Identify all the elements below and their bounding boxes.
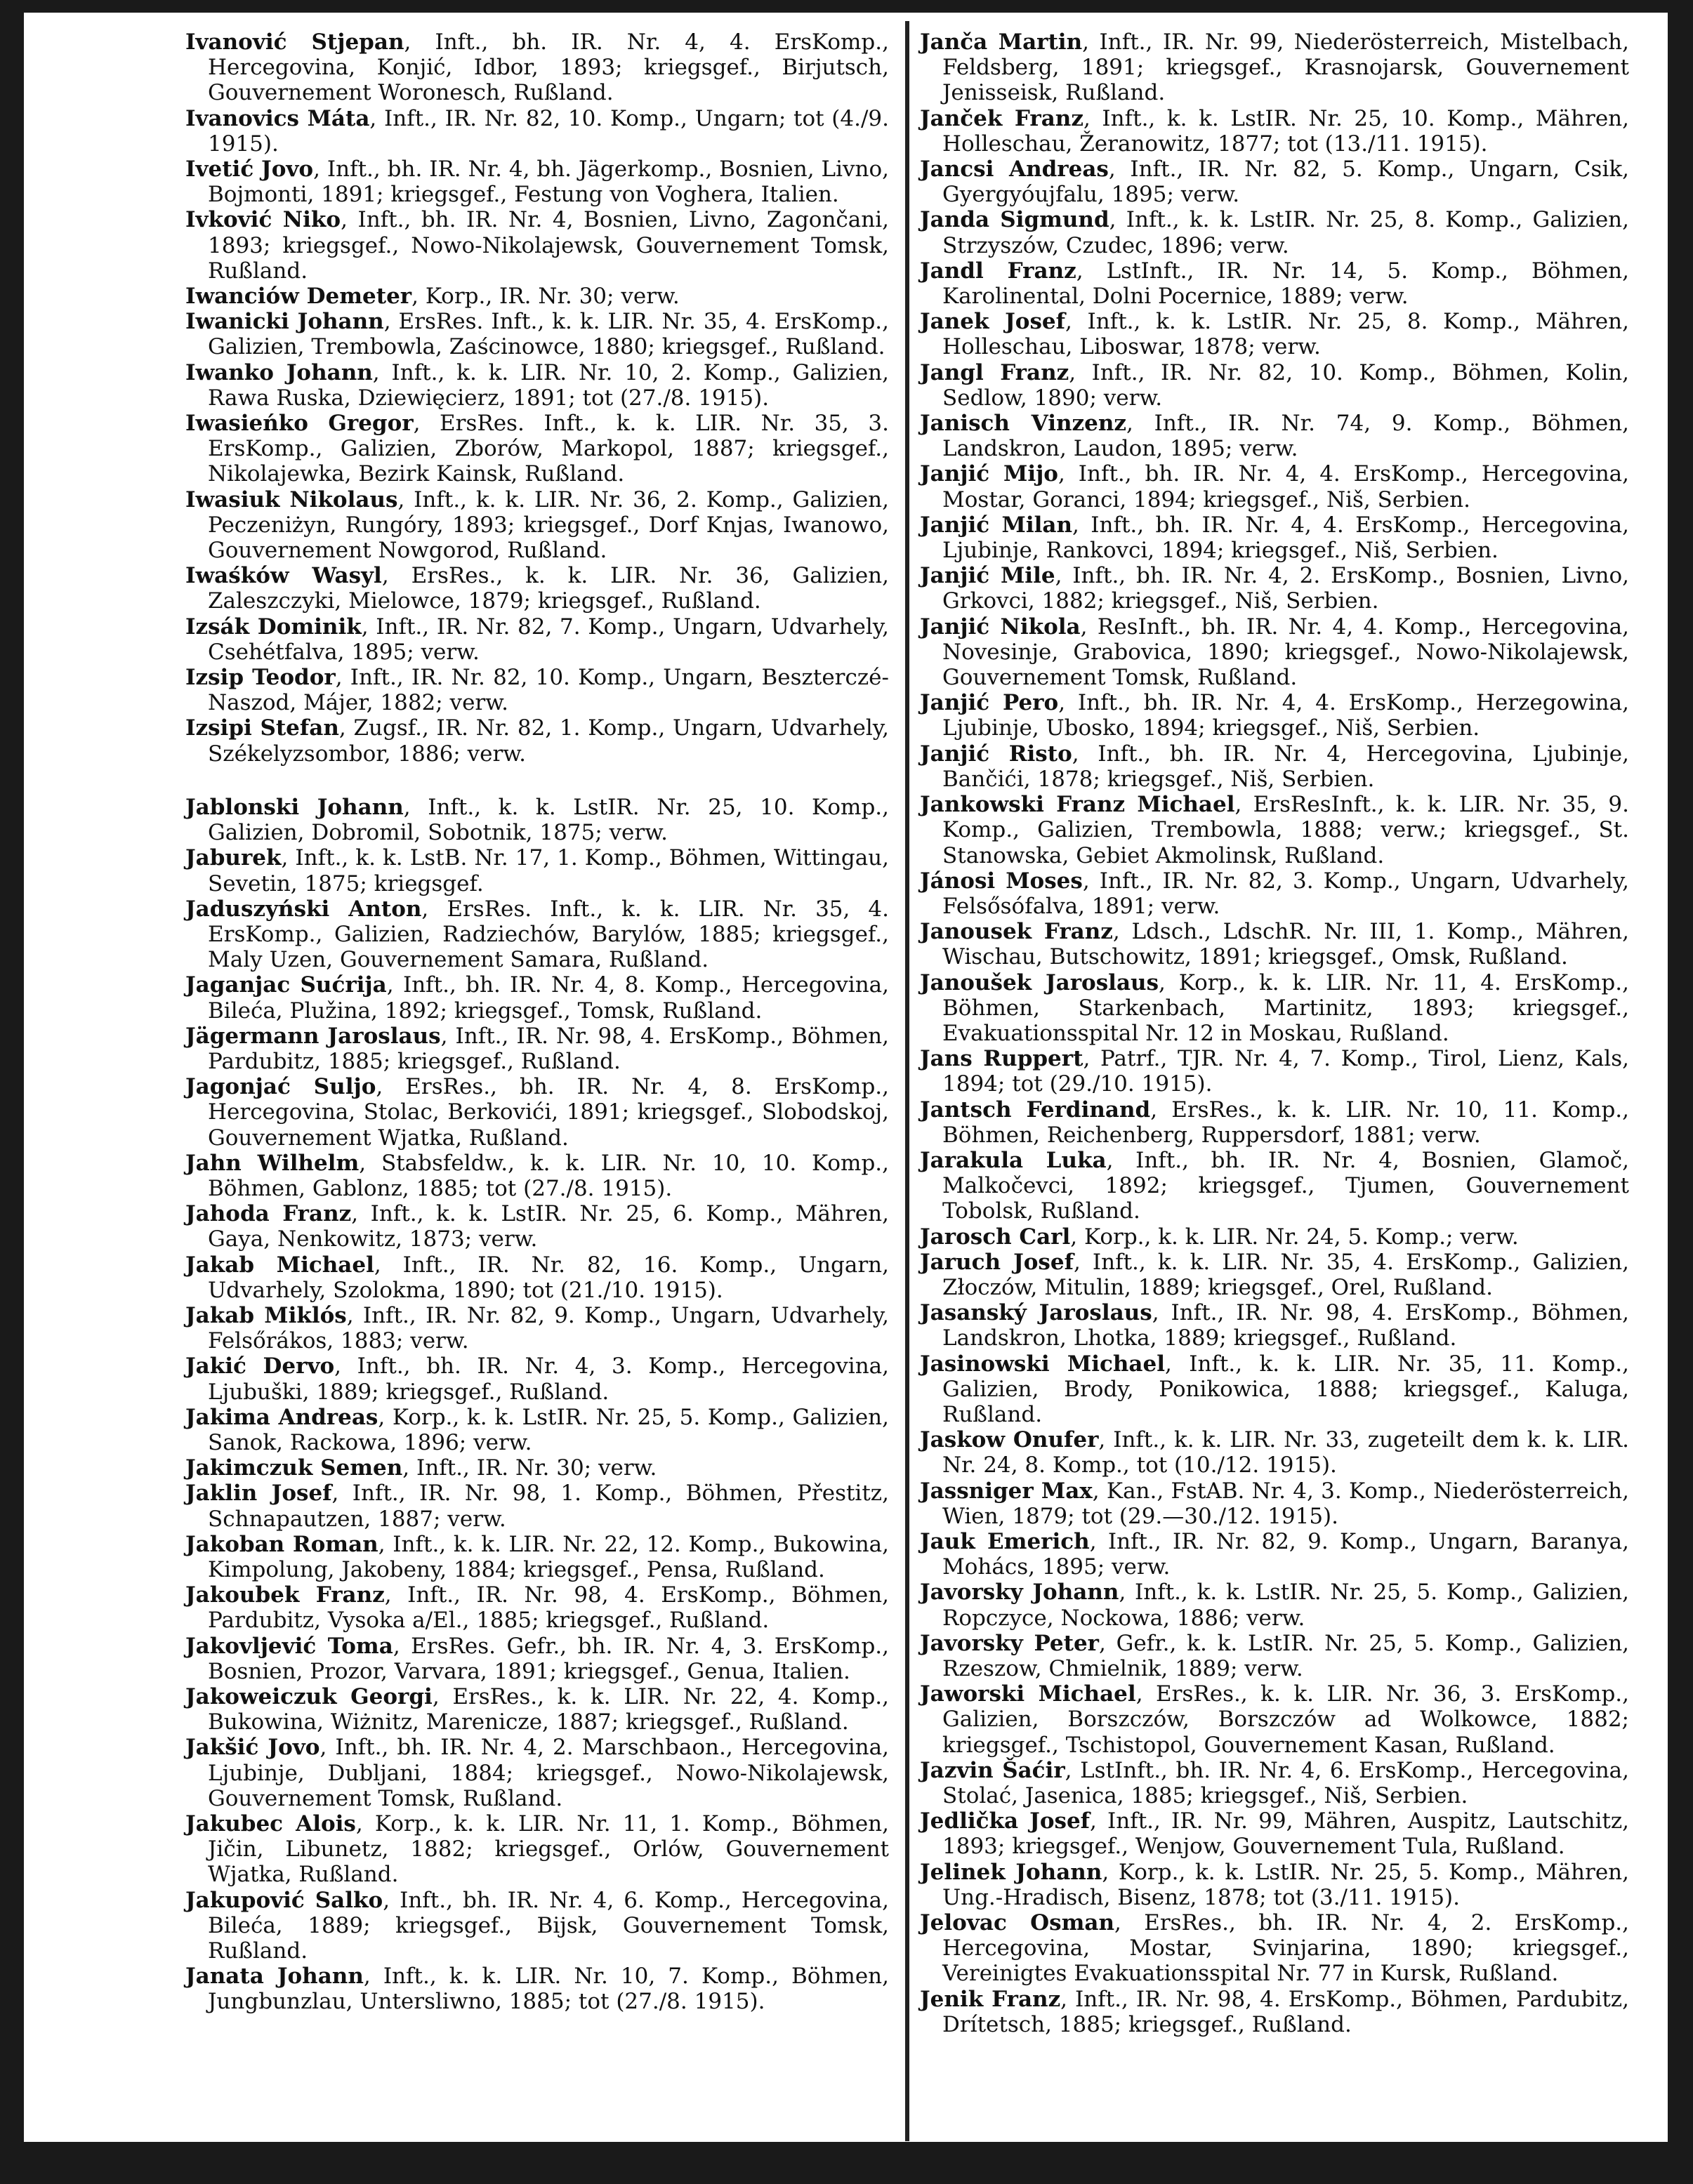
list-entry (185, 1964, 889, 2014)
entry-details: , Inft., bh. IR. Nr. 4, Hercegovina, Ljubinje, Bančići, 1878; kriegsgef., Niš, Serbien. (942, 741, 1629, 792)
entry-name: Jaskow Onufer (920, 1427, 1099, 1453)
list-entry (920, 1808, 1629, 1859)
entry-name: Jauk Emerich (920, 1528, 1090, 1554)
scan-border-top (0, 0, 1693, 13)
entry-details: , Korp., k. k. LstIR. Nr. 25, 5. Komp., Galizien, Sanok, Rackowa, 1896; verw. (208, 1404, 889, 1455)
list-entry (185, 1684, 889, 1735)
entry-details: , LstInft., bh. IR. Nr. 4, 6. ErsKomp., Hercegovina, Stolać, Jasenica, 1885; kriegsgef., Niš, Serbien. (942, 1757, 1630, 1809)
entry-details: , Inft., bh. IR. Nr. 4, bh. Jägerkomp., Bosnien, Livno, Bojmonti, 1891; kriegsgef., Festung von Voghera, Italien. (208, 157, 889, 208)
entry-name: Izsák Dominik (185, 614, 362, 640)
entry-details: , Inft., IR. Nr. 82, 9. Komp., Ungarn, Baranya, Mohács, 1895; verw. (942, 1528, 1629, 1580)
entry-details: , Inft., bh. IR. Nr. 4, Bosnien, Glamoč, Malkočevci, 1892; kriegsgef., Tjumen, Gouvernement Tobolsk, Rußland. (942, 1147, 1630, 1224)
list-entry (920, 1758, 1629, 1808)
entry-name: Javorsky Johann (920, 1580, 1119, 1606)
entry-name: Janoušek Jaroslaus (920, 969, 1159, 995)
list-entry (920, 919, 1629, 969)
entry-details: , Inft., bh. IR. Nr. 4, Bosnien, Livno, Zagončani, 1893; kriegsgef., Nowo-Nikolajewsk, Gouvernement Tomsk, Rußland. (208, 207, 890, 284)
entry-details: , Kan., FstAB. Nr. 4, 3. Komp., Niederösterreich, Wien, 1879; tot (29.—30./12. 1915). (942, 1478, 1629, 1529)
entry-details: , Inft., IR. Nr. 82, 9. Komp., Ungarn, Udvarhely, Felsőrákos, 1883; verw. (208, 1302, 889, 1354)
entry-details: , Inft., IR. Nr. 98, 4. ErsKomp., Böhmen, Pardubitz, 1885; kriegsgef., Rußland. (208, 1023, 889, 1074)
entry-details: , Inft., bh. IR. Nr. 4, 3. Komp., Hercegovina, Ljubuški, 1889; kriegsgef., Rußland. (208, 1354, 889, 1405)
entry-name: Janjić Mile (920, 563, 1055, 589)
entry-details: , Inft., k. k. LIR. Nr. 10, 7. Komp., Böhmen, Jungbunzlau, Untersliwno, 1885; tot (27./8. 1915). (208, 1964, 889, 2015)
entry-details: , Inft., IR. Nr. 74, 9. Komp., Böhmen, Landskron, Laudon, 1895; verw. (942, 411, 1629, 462)
column-divider (905, 21, 909, 2141)
entry-details: , Inft., k. k. LstIR. Nr. 25, 10. Komp., Galizien, Dobromil, Sobotnik, 1875; verw. (208, 794, 889, 846)
entry-details: , Inft., bh. IR. Nr. 4, 2. ErsKomp., Bosnien, Livno, Grkovci, 1882; kriegsgef., Niš, Serbien. (942, 563, 1630, 614)
entry-name: Jancsi Andreas (920, 157, 1109, 183)
entry-details: , Inft., bh. IR. Nr. 4, 4. ErsKomp., Hercegovina, Mostar, Goranci, 1894; kriegsgef., Niš, Serbien. (942, 461, 1630, 512)
entry-name: Janisch Vinzenz (920, 411, 1126, 437)
list-entry (920, 741, 1629, 792)
list-entry (920, 1351, 1629, 1428)
entry-details: , Inft., k. k. LstIR. Nr. 25, 5. Komp., Galizien, Ropczyce, Nockowa, 1886; verw. (942, 1580, 1629, 1631)
entry-details: , ErsResInft., k. k. LIR. Nr. 35, 9. Komp., Galizien, Trembowla, 1888; verw.; kriegsgef., St. Stanowska, Gebiet Akmolinsk, Rußland. (942, 792, 1630, 868)
list-entry (185, 896, 889, 973)
list-entry (185, 1455, 889, 1481)
scan-border-right (1668, 0, 1693, 2184)
list-entry (185, 1888, 889, 1964)
entry-details: , Inft., k. k. LstIR. Nr. 25, 8. Komp., Galizien, Strzyszów, Czudec, 1896; verw. (942, 207, 1629, 258)
list-entry (920, 461, 1629, 512)
entry-name: Jelinek Johann (920, 1859, 1102, 1885)
list-entry (920, 1580, 1629, 1630)
entry-details: , Korp., k. k. LIR. Nr. 11, 1. Komp., Böhmen, Jičin, Libunetz, 1882; kriegsgef., Orlów, Gouvernement Wjatka, Rußland. (208, 1811, 890, 1888)
entry-details: , Inft., IR. Nr. 82, 7. Komp., Ungarn, Udvarhely, Csehétfalva, 1895; verw. (208, 614, 889, 665)
entry-details: , Inft., IR. Nr. 98, 4. ErsKomp., Böhmen, Pardubitz, Drítetsch, 1885; kriegsgef., Rußland. (942, 1986, 1629, 2037)
entry-name: Jarosch Carl (920, 1224, 1071, 1250)
entry-name: Jakupović Salko (185, 1887, 383, 1913)
entry-details: , Inft., k. k. LIR. Nr. 10, 2. Komp., Galizien, Rawa Ruska, Dziewięcierz, 1891; tot (27./8. 1915). (208, 359, 890, 411)
scan-border-left (0, 0, 24, 2184)
list-entry (185, 106, 889, 157)
entry-details: , Inft., IR. Nr. 82, 10. Komp., Ungarn, Beszterczé-Naszod, Májer, 1882; verw. (208, 665, 889, 716)
entry-details: , Inft., k. k. LIR. Nr. 35, 11. Komp., Galizien, Brody, Ponikowica, 1888; kriegsgef., Kaluga, Rußland. (942, 1351, 1629, 1427)
right-column (920, 29, 1629, 2037)
list-entry (185, 715, 889, 766)
list-entry (920, 411, 1629, 461)
entry-details: , Inft., k. k. LIR. Nr. 33, zugeteilt dem k. k. LIR. Nr. 24, 8. Komp., tot (10./12. 1915). (942, 1427, 1629, 1478)
entry-details: , Inft., IR. Nr. 98, 4. ErsKomp., Böhmen, Landskron, Lhotka, 1889; kriegsgef., Rußland. (942, 1300, 1629, 1351)
entry-name: Jablonski Johann (185, 794, 404, 820)
entry-details: , ErsRes. Inft., k. k. LIR. Nr. 35, 3. ErsKomp., Galizien, Zborów, Markopol, 1887; kriegsgef., Nikolajewka, Bezirk Kainsk, Rußland. (208, 411, 889, 487)
entry-details: , Inft., k. k. LIR. Nr. 35, 4. ErsKomp., Galizien, Złoczów, Mitulin, 1889; kriegsgef., Orel, Rußland. (942, 1249, 1630, 1300)
entry-details: , ErsRes., k. k. LIR. Nr. 22, 4. Komp., Bukowina, Wiżnitz, Marenicze, 1887; kriegsgef., Rußland. (208, 1684, 890, 1735)
entry-details: , Inft., k. k. LstB. Nr. 17, 1. Komp., Böhmen, Wittingau, Sevetin, 1875; kriegsgef. (208, 845, 889, 896)
list-entry (920, 690, 1629, 741)
entry-name: Jaburek (185, 845, 282, 871)
entry-name: Jaganjac Sućrija (185, 972, 387, 998)
entry-details: , ErsRes., bh. IR. Nr. 4, 8. ErsKomp., Hercegovina, Stolac, Berkovići, 1891; kriegsgef., Slobodskoj, Gouvernement Wjatka, Rußland. (208, 1074, 890, 1151)
entry-details: , Inft., bh. IR. Nr. 4, 8. Komp., Hercegovina, Bileća, Plužina, 1892; kriegsgef., Tomsk, Rußland. (208, 972, 889, 1024)
entry-name: Jánosi Moses (920, 868, 1083, 894)
entry-name: Iwaśków Wasyl (185, 563, 382, 589)
entry-name: Janjić Mijo (920, 461, 1058, 487)
entry-details: , Inft., IR. Nr. 82, 5. Komp., Ungarn, Csik, Gyergyóujfalu, 1895; verw. (942, 157, 1629, 208)
entry-details: , ErsRes. Gefr., bh. IR. Nr. 4, 3. ErsKomp., Bosnien, Prozor, Varvara, 1891; kriegsgef., Genua, Italien. (208, 1633, 889, 1684)
entry-name: Jakubec Alois (185, 1811, 356, 1837)
list-entry (920, 309, 1629, 359)
list-entry (920, 258, 1629, 309)
entry-name: Jelovac Osman (920, 1910, 1115, 1936)
list-entry (185, 1405, 889, 1455)
entry-name: Jakima Andreas (185, 1404, 378, 1430)
entry-name: Jakoweiczuk Georgi (185, 1684, 433, 1709)
list-entry (920, 563, 1629, 614)
scan-border-bottom (0, 2142, 1693, 2184)
list-entry (920, 792, 1629, 868)
entry-name: Izsipi Stefan (185, 715, 339, 741)
left-column (185, 29, 889, 2015)
list-entry (185, 360, 889, 411)
list-entry (920, 1097, 1629, 1148)
list-entry (185, 411, 889, 487)
list-entry (920, 614, 1629, 691)
list-entry (920, 1427, 1629, 1478)
list-entry (185, 487, 889, 564)
list-entry (185, 1532, 889, 1582)
entry-details: , Inft., IR. Nr. 98, 4. ErsKomp., Böhmen, Pardubitz, Vysoka a/El., 1885; kriegsgef., Rußland. (208, 1582, 889, 1634)
entry-details: , ErsRes., k. k. LIR. Nr. 36, Galizien, Zaleszczyki, Mielowce, 1879; kriegsgef., Rußland. (208, 563, 889, 614)
list-entry (920, 106, 1629, 157)
entry-name: Iwanicki Johann (185, 309, 384, 335)
entry-details: , ErsRes. Inft., k. k. LIR. Nr. 35, 4. ErsKomp., Galizien, Radziechów, Barylów, 1885; kriegsgef., Maly Uzen, Gouvernement Samara, Rußland. (208, 896, 890, 973)
list-entry (185, 1481, 889, 1531)
entry-name: Iwanciów Demeter (185, 284, 412, 310)
list-entry (920, 1910, 1629, 1987)
entry-name: Jasanský Jaroslaus (920, 1300, 1152, 1326)
entry-name: Jakoubek Franz (185, 1582, 385, 1608)
entry-details: , Inft., bh. IR. Nr. 4, 4. ErsKomp., Herzegowina, Ljubinje, Ubosko, 1894; kriegsgef., Niš, Serbien. (942, 690, 1629, 741)
list-entry (185, 1303, 889, 1354)
list-entry (185, 972, 889, 1023)
entry-details: , ErsRes., bh. IR. Nr. 4, 2. ErsKomp., Hercegovina, Mostar, Svinjarina, 1890; kriegsgef., Vereinigtes Evakuationsspital Nr. 77 in Kursk, Rußland. (942, 1910, 1630, 1987)
entry-name: Jaruch Josef (920, 1249, 1074, 1275)
list-entry (920, 29, 1629, 106)
list-entry (185, 29, 889, 106)
list-entry (920, 1250, 1629, 1300)
entry-name: Jakimczuk Semen (185, 1455, 403, 1481)
list-entry (185, 1252, 889, 1303)
entry-name: Janata Johann (185, 1964, 364, 1990)
list-entry (920, 868, 1629, 919)
entry-name: Janča Martin (920, 29, 1083, 55)
list-entry (185, 563, 889, 614)
entry-name: Janjić Nikola (920, 614, 1081, 640)
entry-name: Ivetić Jovo (185, 157, 314, 183)
entry-name: Jenik Franz (920, 1986, 1061, 2012)
list-entry (920, 1631, 1629, 1681)
entry-name: Jazvin Šaćir (920, 1757, 1065, 1783)
list-entry (920, 1529, 1629, 1580)
list-entry (185, 1634, 889, 1684)
list-entry (185, 1201, 889, 1252)
list-entry (920, 1987, 1629, 2037)
list-entry (185, 845, 889, 896)
entry-details: , LstInft., IR. Nr. 14, 5. Komp., Böhmen, Karolinental, Dolni Pocernice, 1889; verw. (942, 258, 1629, 310)
list-entry (185, 1735, 889, 1811)
entry-name: Jandl Franz (920, 258, 1076, 284)
entry-name: Jakić Dervo (185, 1354, 335, 1379)
entry-name: Iwasieńko Gregor (185, 411, 414, 437)
list-entry (920, 512, 1629, 563)
list-entry (185, 1074, 889, 1151)
entry-name: Izsip Teodor (185, 665, 336, 691)
list-entry (920, 1478, 1629, 1529)
entry-details: , ErsRes., k. k. LIR. Nr. 36, 3. ErsKomp., Galizien, Borszczów, Borszczów ad Wolkowce, 1882; kriegsgef., Tschistopol, Gouvernement Kasan, Rußland. (942, 1681, 1629, 1758)
entry-name: Jankowski Franz Michael (920, 792, 1235, 818)
list-entry (920, 1681, 1629, 1758)
entry-name: Janousek Franz (920, 919, 1113, 945)
entry-name: Jakab Michael (185, 1252, 374, 1278)
entry-name: Janek Josef (920, 309, 1065, 335)
list-entry (185, 795, 889, 845)
list-entry (920, 1046, 1629, 1097)
entry-details: , Patrf., TJR. Nr. 4, 7. Komp., Tirol, Lienz, Kals, 1894; tot (29./10. 1915). (942, 1046, 1629, 1097)
entry-details: , Inft., IR. Nr. 82, 16. Komp., Ungarn, Udvarhely, Szolokma, 1890; tot (21./10. 1915). (208, 1252, 889, 1303)
list-entry (185, 1024, 889, 1074)
entry-details: , Inft., k. k. LIR. Nr. 22, 12. Komp., Bukowina, Kimpolung, Jakobeny, 1884; kriegsgef., Pensa, Rußland. (208, 1531, 889, 1582)
entry-details: , Korp., k. k. LIR. Nr. 24, 5. Komp.; verw. (1070, 1224, 1519, 1250)
entry-name: Ivanovics Máta (185, 105, 370, 131)
entry-name: Janjić Pero (920, 690, 1059, 716)
entry-name: Jassniger Max (920, 1478, 1093, 1504)
entry-name: Jangl Franz (920, 359, 1069, 385)
entry-name: Jägermann Jaroslaus (185, 1023, 441, 1049)
entry-details: , Inft., IR. Nr. 98, 1. Komp., Böhmen, Přestitz, Schnapautzen, 1887; verw. (208, 1481, 889, 1532)
list-entry (920, 1224, 1629, 1250)
list-entry (920, 1148, 1629, 1224)
entry-details: , Zugsf., IR. Nr. 82, 1. Komp., Ungarn, Udvarhely, Székelyzsombor, 1886; verw. (208, 715, 890, 767)
entry-name: Jans Ruppert (920, 1046, 1083, 1072)
entry-details: , Inft., IR. Nr. 82, 10. Komp., Böhmen, Kolin, Sedlow, 1890; verw. (942, 359, 1629, 411)
list-entry (185, 614, 889, 665)
entry-details: , Inft., IR. Nr. 99, Niederösterreich, Mistelbach, Feldsberg, 1891; kriegsgef., Krasnojarsk, Gouvernement Jenisseisk, Rußland. (942, 29, 1629, 106)
entry-name: Jakab Miklós (185, 1302, 347, 1328)
entry-details: , Gefr., k. k. LstIR. Nr. 25, 5. Komp., Galizien, Rzeszow, Chmielnik, 1889; verw. (942, 1630, 1630, 1681)
entry-details: , Inft., k. k. LstIR. Nr. 25, 6. Komp., Mähren, Gaya, Nenkowitz, 1873; verw. (208, 1201, 889, 1252)
list-entry (185, 157, 889, 207)
entry-name: Iwasiuk Nikolaus (185, 487, 398, 512)
entry-name: Javorsky Peter (920, 1630, 1100, 1656)
entry-details: , Korp., k. k. LstIR. Nr. 25, 5. Komp., Mähren, Ung.-Hradisch, Bisenz, 1878; tot (3./11. 1915). (942, 1859, 1629, 1910)
entry-name: Jaworski Michael (920, 1681, 1136, 1707)
list-entry (920, 157, 1629, 207)
entry-name: Jakovljević Toma (185, 1633, 393, 1659)
entry-details: , Inft., k. k. LIR. Nr. 36, 2. Komp., Galizien, Peczeniżyn, Rungóry, 1893; kriegsgef., Dorf Knjas, Iwanowo, Gouvernement Nowgorod, Rußland. (208, 487, 889, 564)
entry-details: , Ldsch., LdschR. Nr. III, 1. Komp., Mähren, Wischau, Butschowitz, 1891; kriegsgef., Omsk, Rußland. (942, 919, 1629, 970)
list-entry (185, 207, 889, 284)
entry-name: Janda Sigmund (920, 207, 1109, 233)
entry-details: , Stabsfeldw., k. k. LIR. Nr. 10, 10. Komp., Böhmen, Gablonz, 1885; tot (27./8. 1915). (208, 1150, 889, 1201)
list-entry (185, 309, 889, 359)
entry-details: , Inft., IR. Nr. 99, Mähren, Auspitz, Lautschitz, 1893; kriegsgef., Wenjow, Gouvernement Tula, Rußland. (942, 1808, 1630, 1860)
list-entry (185, 665, 889, 715)
entry-details: , Inft., k. k. LstIR. Nr. 25, 8. Komp., Mähren, Holleschau, Liboswar, 1878; verw. (942, 309, 1629, 360)
entry-details: , ResInft., bh. IR. Nr. 4, 4. Komp., Hercegovina, Novesinje, Grabovica, 1890; kriegsgef., Nowo-Nikolajewsk, Gouvernement Tomsk, Rußland. (942, 614, 1629, 691)
entry-name: Ivković Niko (185, 207, 341, 233)
entry-name: Jantsch Ferdinand (920, 1097, 1151, 1123)
entry-details: , Inft., bh. IR. Nr. 4, 4. ErsKomp., Hercegovina, Konjić, Idbor, 1893; kriegsgef., Birjutsch, Gouvernement Woronesch, Rußland. (208, 29, 889, 106)
entry-name: Janček Franz (920, 105, 1083, 131)
list-entry (185, 284, 889, 309)
entry-details: , Inft., k. k. LstIR. Nr. 25, 10. Komp., Mähren, Holleschau, Žeranowitz, 1877; tot (13./11. 1915). (942, 105, 1629, 157)
entry-name: Janjić Risto (920, 741, 1072, 767)
list-entry (185, 1151, 889, 1201)
entry-name: Jakoban Roman (185, 1531, 378, 1557)
entry-name: Iwanko Johann (185, 359, 373, 385)
entry-name: Jagonjać Suljo (185, 1074, 376, 1100)
list-entry (185, 1811, 889, 1888)
list-entry (920, 360, 1629, 411)
list-entry (920, 970, 1629, 1047)
entry-details: , Inft., IR. Nr. 82, 3. Komp., Ungarn, Udvarhely, Felsősófalva, 1891; verw. (942, 868, 1629, 919)
entry-details: , ErsRes., k. k. LIR. Nr. 10, 11. Komp., Böhmen, Reichenberg, Ruppersdorf, 1881; verw. (942, 1097, 1629, 1148)
list-entry (185, 1354, 889, 1404)
entry-name: Jaduszyński Anton (185, 896, 422, 922)
entry-details: , ErsRes. Inft., k. k. LIR. Nr. 35, 4. ErsKomp., Galizien, Trembowla, Zaścinowce, 1880; kriegsgef., Rußland. (208, 309, 889, 360)
entry-details: , Inft., bh. IR. Nr. 4, 6. Komp., Hercegovina, Bileća, 1889; kriegsgef., Bijsk, Gouvernement Tomsk, Rußland. (208, 1887, 889, 1964)
list-entry (920, 1300, 1629, 1351)
entry-name: Jaklin Josef (185, 1481, 332, 1507)
entry-details: , Inft., bh. IR. Nr. 4, 4. ErsKomp., Hercegovina, Ljubinje, Rankovci, 1894; kriegsgef., Niš, Serbien. (942, 512, 1629, 564)
entry-details: , Inft., IR. Nr. 30; verw. (402, 1455, 657, 1481)
entry-name: Jarakula Luka (920, 1147, 1107, 1173)
entry-details: , Korp., IR. Nr. 30; verw. (411, 284, 680, 310)
list-entry (920, 207, 1629, 258)
entry-name: Jedlička Josef (920, 1808, 1091, 1834)
entry-name: Jahn Wilhelm (185, 1150, 360, 1176)
list-entry (920, 1860, 1629, 1910)
entry-name: Jahoda Franz (185, 1201, 352, 1227)
entry-name: Ivanović Stjepan (185, 29, 404, 55)
list-entry (185, 1582, 889, 1633)
entry-name: Janjić Milan (920, 512, 1072, 538)
entry-details: , Korp., k. k. LIR. Nr. 11, 4. ErsKomp., Böhmen, Starkenbach, Martinitz, 1893; kriegsgef., Evakuationsspital Nr. 12 in Moskau, Rußland. (942, 969, 1629, 1046)
entry-name: Jasinowski Michael (920, 1351, 1166, 1377)
entry-name: Jakšić Jovo (185, 1735, 320, 1761)
entry-details: , Inft., bh. IR. Nr. 4, 2. Marschbaon., Hercegovina, Ljubinje, Dubljani, 1884; kriegsgef., Nowo-Nikolajewsk, Gouvernement Tomsk, Rußland. (208, 1735, 889, 1811)
entry-details: , Inft., IR. Nr. 82, 10. Komp., Ungarn; tot (4./9. 1915). (208, 105, 889, 157)
